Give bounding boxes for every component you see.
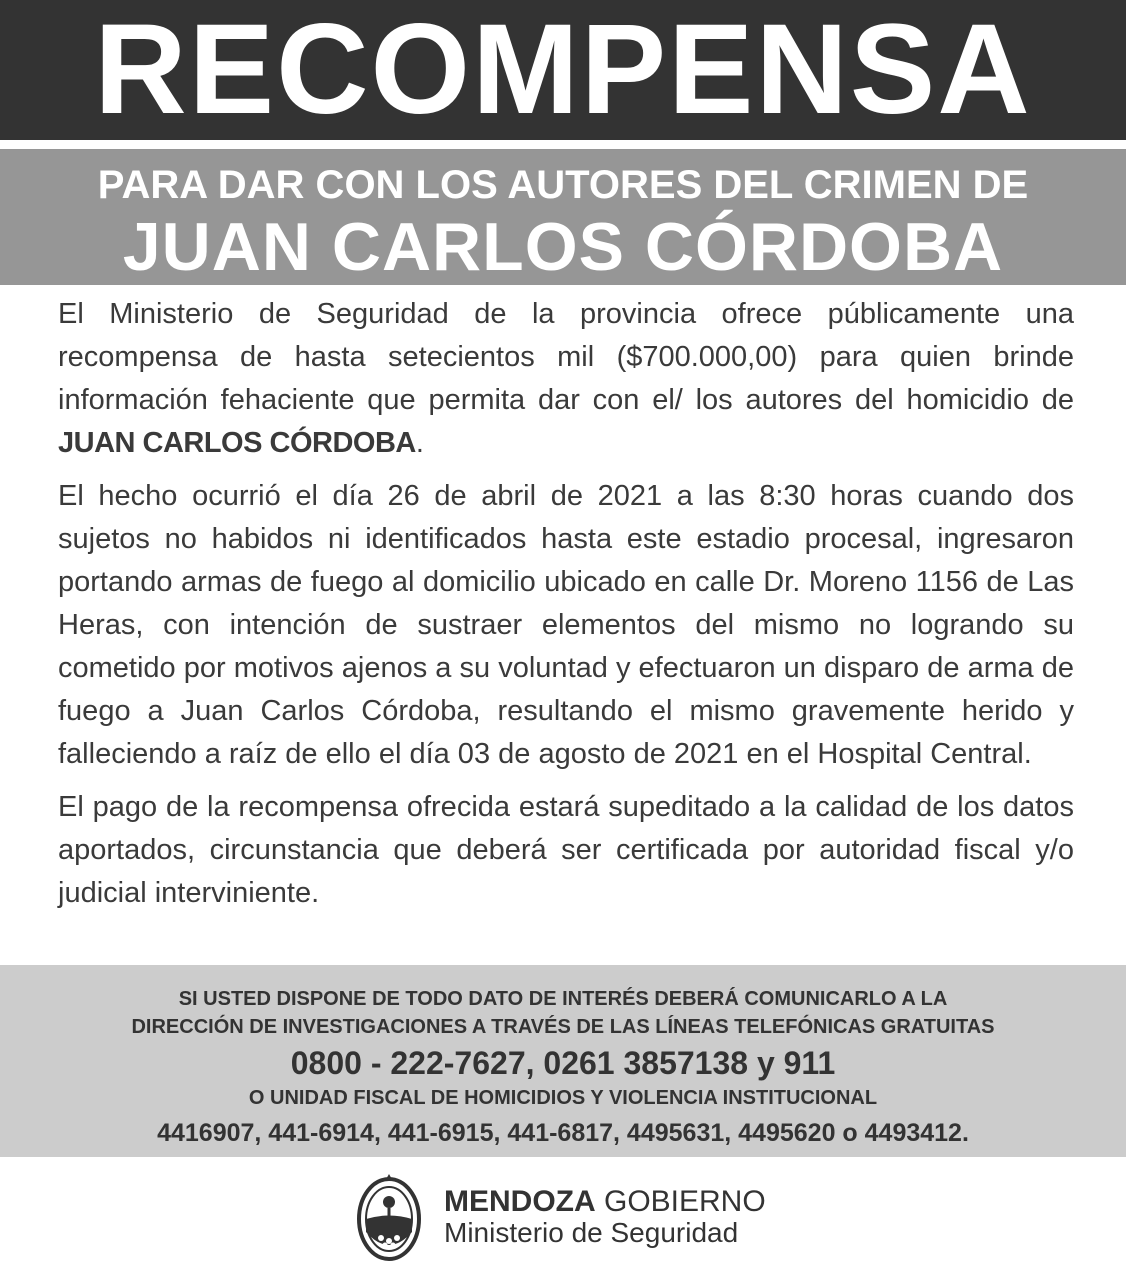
brand-gobierno: GOBIERNO bbox=[595, 1185, 766, 1219]
ministry-name: Ministerio de Seguridad bbox=[444, 1217, 739, 1249]
paragraph-offer bbox=[58, 293, 1074, 465]
announcement-body bbox=[58, 293, 1074, 925]
hotline-numbers: 0800 - 222-7627, 0261 3857138 y 911 bbox=[290, 1045, 836, 1081]
victim-name-inline: JUAN CARLOS CÓRDOBA bbox=[58, 427, 416, 459]
paragraph-payment: El pago de la recompensa ofrecida estará supeditado a la calidad de los datos aportados, circunstancia que deberá ser certificada por autoridad fiscal y/o judicial interviniente. bbox=[58, 791, 1074, 909]
fiscal-unit-numbers: 4416907, 441-6914, 441-6915, 441-6817, 4495631, 4495620 o 4493412. bbox=[157, 1119, 969, 1147]
provincial-coat-of-arms-icon bbox=[356, 1172, 422, 1262]
fiscal-unit-line: O UNIDAD FISCAL DE HOMICIDIOS Y VIOLENCIA INSTITUCIONAL bbox=[248, 1087, 878, 1109]
contact-banner bbox=[0, 965, 1126, 1157]
paragraph-offer-end: . bbox=[415, 427, 424, 459]
paragraph-offer-text: El Ministerio de Seguridad de la provincia ofrece públicamente una recompensa de hasta setecientos mil ($700.000,00) para quien brinde información fehaciente que permita dar con el/ los autores del homicidio de bbox=[58, 298, 1074, 416]
footer-text bbox=[444, 1185, 766, 1249]
contact-instruction-line2: DIRECCIÓN DE INVESTIGACIONES A TRAVÉS DE LAS LÍNEAS TELEFÓNICAS GRATUITAS bbox=[131, 1016, 995, 1038]
footer-logo bbox=[356, 1172, 766, 1262]
paragraph-facts: El hecho ocurrió el día 26 de abril de 2021 a las 8:30 horas cuando dos sujetos no habidos ni identificados hasta este estadio procesal, ingresaron portando armas de fuego al domicilio ubicado en calle Dr. Moreno 1156 de Las Heras, con intención de sustraer elementos del mismo no logrando su cometido por motivos ajenos a su voluntad y efectuaron un disparo de arma de fuego a Juan Carlos Córdoba, resultando el mismo gravemente herido y falleciendo a raíz de ello el día 03 de agosto de 2021 en el Hospital Central. bbox=[58, 480, 1074, 770]
government-name bbox=[444, 1185, 766, 1218]
title-banner bbox=[0, 0, 1126, 140]
subtitle-banner bbox=[0, 149, 1126, 285]
contact-instruction-line1: SI USTED DISPONE DE TODO DATO DE INTERÉS DEBERÁ COMUNICARLO A LA bbox=[178, 988, 948, 1010]
page-title: RECOMPENSA bbox=[94, 0, 1032, 141]
subtitle-text: PARA DAR CON LOS AUTORES DEL CRIMEN DE bbox=[97, 163, 1029, 207]
victim-name-heading: JUAN CARLOS CÓRDOBA bbox=[122, 209, 1004, 285]
brand-mendoza: MENDOZA bbox=[444, 1185, 596, 1219]
